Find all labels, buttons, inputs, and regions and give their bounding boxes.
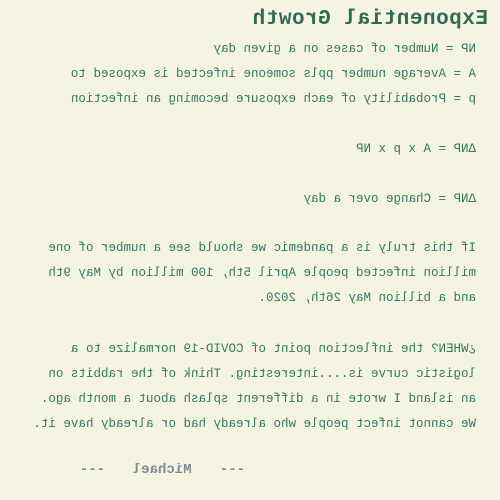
formula-definition: ΔNP = Change over a day xyxy=(303,192,476,206)
page-title: Exponential Growth xyxy=(252,8,488,31)
signature-dash-left: --- xyxy=(79,462,105,478)
paragraph-1-line-3: and a billion May 26th, 2020. xyxy=(258,291,476,305)
definition-p: p = Probability of each exposure becoming an infection xyxy=(70,92,476,106)
paragraph-2-line-3: an island I wrote in a different splash about a month ago. xyxy=(40,392,476,406)
definition-a: A = Average number ppls someone infected is exposed to xyxy=(70,67,476,81)
paragraph-2-line-1: ¿WHEN? the inflection point of COVID-19 normalize to a xyxy=(70,342,476,356)
formula: ΔNP = A x p x NP xyxy=(355,142,476,156)
signature-name: Michael xyxy=(132,462,192,478)
signature-dash-right: --- xyxy=(219,462,245,478)
definition-np: NP = Number of cases on a given day xyxy=(213,42,476,56)
paragraph-2-line-2: logistic curve is....interesting. Think of the rabbits on xyxy=(48,367,476,381)
signature xyxy=(80,462,245,478)
paragraph-1-line-1: If this truly is a pandemic we should see a number of one xyxy=(48,241,476,255)
paragraph-1-line-2: million infected people April 5th, 100 million by May 9th xyxy=(48,266,476,280)
paragraph-2-line-4: We cannot infect people who already had or already have it. xyxy=(33,417,476,431)
